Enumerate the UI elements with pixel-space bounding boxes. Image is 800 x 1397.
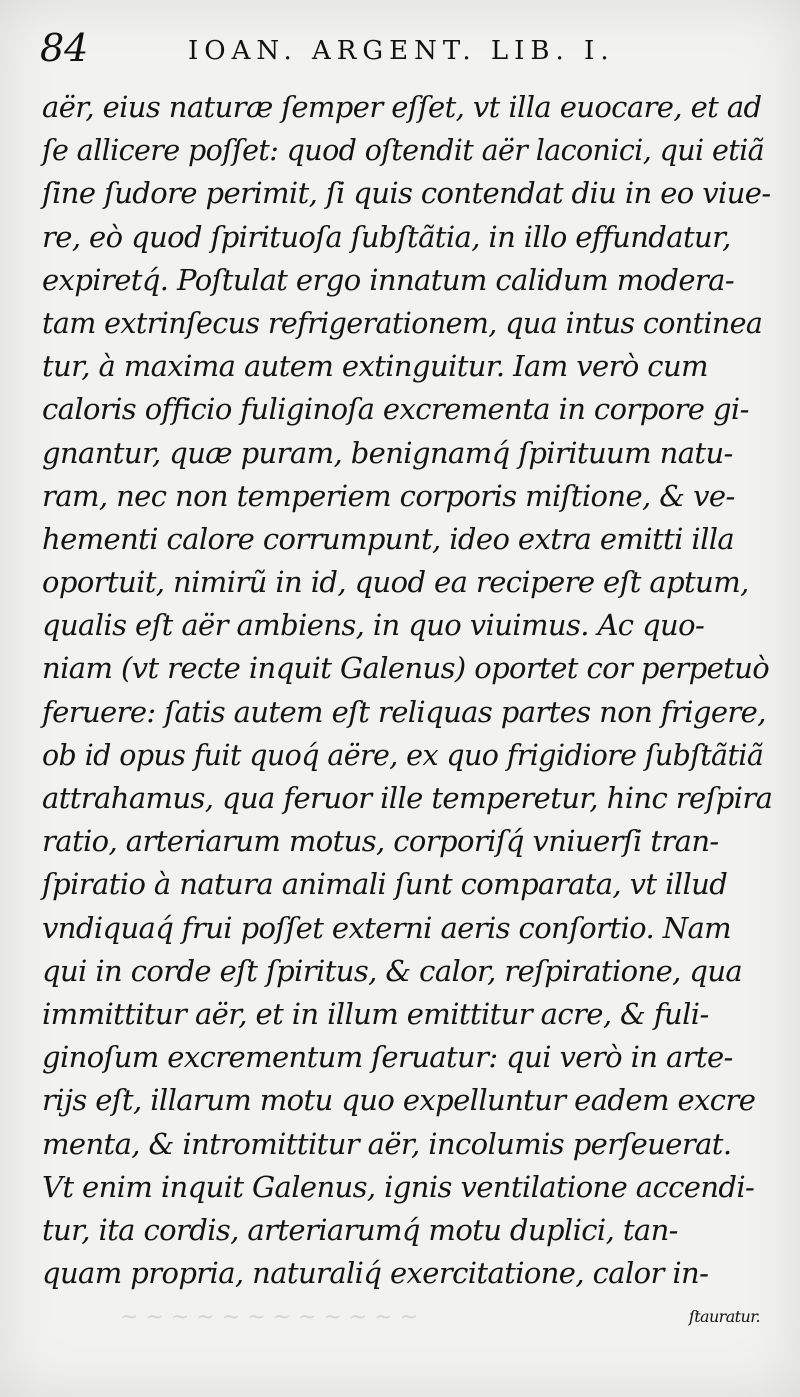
running-head: IOAN. ARGENT. LIB. I. [188, 36, 615, 66]
text-line: feruere: ſatis autem eſt reliquas partes non frigere, [42, 694, 766, 729]
text-line: tam extrinſecus refrigerationem, qua intus contineа [42, 306, 763, 340]
text-line: ratio, arteriarum motus, corporiſq́ vniuerſi tran- [42, 824, 719, 859]
text-line: menta, & intromittitur aër, incolumis perſeuerat. [42, 1126, 732, 1161]
text-line: caloris officio fuliginoſa excrementa in corpore gi- [42, 392, 749, 427]
text-line: quam propria, naturaliq́ exercitatione, calor in- [42, 1256, 709, 1291]
text-line: qui in corde eſt ſpiritus, & calor, reſpiratione, qua [42, 953, 743, 988]
text-line: ſpiratio à natura animali ſunt comparata, vt illud [42, 867, 728, 902]
text-line: expiretq́. Poſtulat ergo innatum calidum modera- [42, 262, 735, 297]
text-line: rijs eſt, illarum motu quo expelluntur eadem excre [42, 1083, 756, 1118]
text-line: oportuit, nimirũ in id, quod ea recipere eſt aptum, [42, 565, 749, 600]
text-line: tur, à maxima autem extinguitur. Iam verò cum [42, 349, 708, 384]
text-line: Vt enim inquit Galenus, ignis ventilatione accendi- [42, 1169, 755, 1204]
show-through-text: ~ ~ ~ ~ ~ ~ ~ ~ ~ ~ ~ ~ [120, 1305, 419, 1330]
text-line: qualis eſt aër ambiens, in quo viuimus. Ac quo- [42, 608, 705, 643]
text-line: niam (vt recte inquit Galenus) oportet cor perpetuò [42, 651, 770, 686]
text-line: ob id opus fuit quoq́ aëre, ex quo frigidiore ſubſtãtiã [42, 738, 764, 772]
text-line-final: ſtauratur. [688, 1307, 760, 1327]
text-line: ſine ſudore perimit, ſi quis contendat diu in eo viue- [42, 176, 771, 211]
text-line: re, eò quod ſpirituoſa ſubſtãtia, in illo effundatur, [42, 219, 731, 254]
text-line: ram, nec non temperiem corporis miſtione, & ve- [42, 478, 735, 513]
page-header [40, 26, 780, 74]
text-line: tur, ita cordis, arteriarumq́ motu duplici, tan- [42, 1212, 678, 1247]
text-line: vndiquaq́ frui poſſet externi aeris conſortio. Nam [42, 910, 732, 945]
text-line: aër, eius naturæ ſemper eſſet, vt illa euocare, et ad [42, 90, 762, 124]
text-line: ſe allicere poſſet: quod oſtendit aër laconici, qui etiã [42, 134, 765, 168]
text-line: ginoſum excrementum ſeruatur: qui verò in arte- [42, 1040, 733, 1075]
page-number: 84 [40, 26, 89, 70]
body-text [42, 86, 772, 1338]
text-line: hementi calore corrumpunt, ideo extra emitti illa [42, 521, 735, 556]
text-line: attrahamus, qua feruor ille temperetur, hinc reſpira [42, 781, 773, 815]
text-line: immittitur aër, et in illum emittitur acre, & fuli- [42, 996, 709, 1031]
text-line: gnantur, quæ puram, benignamq́ ſpirituum natu- [42, 435, 733, 470]
